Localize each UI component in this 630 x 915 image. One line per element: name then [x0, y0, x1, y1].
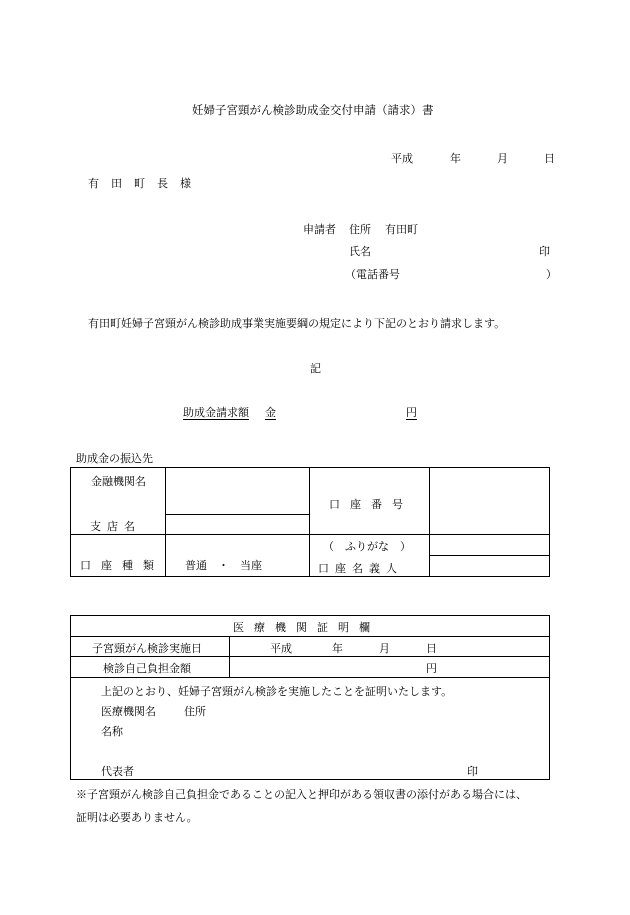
medical-cert-header: 医療機関証明欄 — [233, 621, 380, 634]
self-pay-amount-field[interactable] — [230, 657, 420, 677]
request-text: 有田町妊婦子宮頸がん検診助成事業実施要綱の規定により下記のとおり請求します。 — [88, 317, 506, 330]
account-type-label: 口座種類 — [80, 559, 164, 572]
addressee: 有田町長様 — [88, 177, 203, 190]
date-day: 日 — [544, 152, 555, 165]
furigana-label: （ ふりがな ） — [323, 540, 411, 553]
applicant-seal: 印 — [539, 245, 550, 258]
date-month: 月 — [497, 152, 508, 165]
exam-date-year: 年 — [332, 642, 343, 655]
date-year: 年 — [450, 152, 461, 165]
footnote-line-1: ※子宮頸がん検診自己負担金であることの記入と押印がある領収書の添付がある場合には、 — [76, 788, 527, 801]
ki-heading: 記 — [310, 362, 321, 375]
medical-name-label: 名称 — [101, 725, 123, 738]
document-title: 妊婦子宮頸がん検診助成金交付申請（請求）書 — [192, 103, 434, 117]
self-pay-label: 検診自己負担金額 — [103, 662, 191, 675]
self-pay-yen: 円 — [426, 662, 437, 675]
address-label: 住所 — [349, 223, 371, 236]
medical-seal: 印 — [467, 765, 478, 778]
exam-date-era: 平成 — [270, 642, 292, 655]
representative-label: 代表者 — [101, 765, 134, 778]
applicant-label: 申請者 — [303, 223, 336, 236]
account-number-label: 口座番号 — [329, 498, 413, 511]
medical-address-label: 住所 — [184, 705, 206, 718]
account-holder-label: 口座名義人 — [318, 562, 403, 575]
phone-close: ） — [546, 268, 557, 281]
claim-label: 助成金請求額 — [183, 406, 249, 419]
footnote-line-2: 証明は必要ありません。 — [76, 811, 198, 824]
exam-date-day: 日 — [426, 642, 437, 655]
address-value: 有田町 — [385, 223, 418, 236]
claim-yen: 円 — [406, 406, 417, 419]
date-era: 平成 — [391, 152, 413, 165]
institution-label: 医療機関名 — [101, 705, 156, 718]
certify-text: 上記のとおり、妊婦子宮頸がん検診を実施したことを証明いたします。 — [101, 685, 453, 698]
branch-name-field[interactable] — [166, 515, 309, 534]
bank-section-label: 助成金の振込先 — [76, 452, 153, 465]
exam-date-month: 月 — [379, 642, 390, 655]
branch-name-label: 支店名 — [90, 520, 141, 533]
account-number-field[interactable] — [430, 468, 549, 534]
account-type-options[interactable]: 普通 ・ 当座 — [185, 559, 262, 572]
claim-amount-line — [183, 404, 431, 420]
claim-kin: 金 — [265, 406, 276, 419]
furigana-field[interactable] — [430, 535, 549, 555]
institution-name-label: 金融機関名 — [91, 475, 146, 488]
institution-name-field[interactable] — [166, 468, 309, 514]
exam-date-label: 子宮頸がん検診実施日 — [92, 642, 202, 655]
account-holder-field[interactable] — [430, 556, 549, 576]
phone-label: （電話番号 — [345, 268, 400, 281]
name-label: 氏名 — [349, 245, 371, 258]
